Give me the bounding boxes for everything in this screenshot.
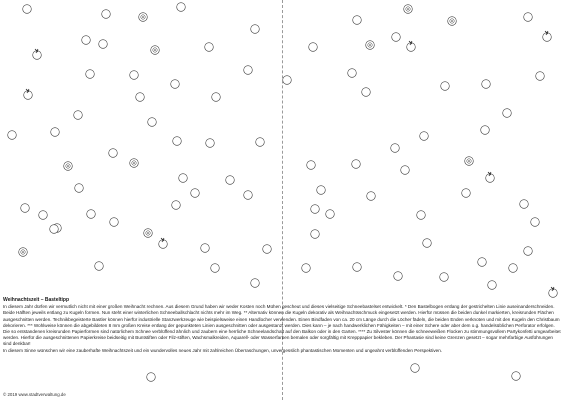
snowflake-circle [309, 43, 318, 52]
snowflake-circle [256, 138, 265, 147]
snowflake-circle [352, 160, 361, 169]
snowflake-circle [148, 118, 157, 127]
snowflake-circle [50, 225, 59, 234]
stem-circle [24, 89, 33, 99]
snowflake-circle [311, 205, 320, 214]
spiral-circle [19, 248, 28, 257]
snowflake-circle [311, 230, 320, 239]
snowflake-circle [99, 40, 108, 49]
snowflake-circle [524, 247, 533, 256]
stem-circle [407, 41, 416, 51]
spiral-circle [64, 162, 73, 171]
snowflake-circle [348, 69, 357, 78]
snowflake-circle [481, 126, 490, 135]
snowflake-circle [147, 373, 156, 382]
snowflake-circle [394, 272, 403, 281]
stem-circle [33, 49, 42, 59]
snowflake-circle [478, 258, 487, 267]
snowflake-circle [509, 264, 518, 273]
snowflake-circle [531, 218, 540, 227]
snowflake-circle [536, 72, 545, 81]
snowflake-circle [102, 10, 111, 19]
spiral-circle [448, 17, 457, 26]
instruction-text [3, 297, 561, 354]
snowflake-circle [130, 71, 139, 80]
snowflake-circle [353, 263, 362, 272]
snowflake-circle [362, 88, 371, 97]
snowflake-circle [211, 264, 220, 273]
snowflake-circle [367, 192, 376, 201]
copyright-note: © 2019 www.stadtverwaltung.de [3, 392, 66, 397]
snowflake-circle [177, 3, 186, 12]
snowflake-circle [251, 25, 260, 34]
closing-paragraph: In diesem Sinne wünschen wir eine zauberhafte Weihnachtszeit und ein wundervolles neues Jahr mit zahlreichen Überraschungen, unvergesslich phantastischen Momenten und ungeahnt verblüffenden Perspektiven. [3, 348, 443, 354]
snowflake-circle [520, 200, 529, 209]
snowflake-circle [307, 161, 316, 170]
snowflake-circle [326, 210, 335, 219]
snowflake-circle [512, 372, 521, 381]
spiral-circle [465, 157, 474, 166]
snowflake-circle [173, 137, 182, 146]
snowflake-circle [503, 109, 512, 118]
snowflake-circle [21, 204, 30, 213]
snowflake-circle [39, 211, 48, 220]
snowflake-circle [23, 5, 32, 14]
snowflake-circle [420, 132, 429, 141]
snowflake-circle [417, 211, 426, 220]
snowflake-circle [488, 281, 497, 290]
snowflake-circle [401, 166, 410, 175]
stem-circle [543, 31, 552, 41]
snowflake-circle [201, 244, 210, 253]
spiral-circle [404, 5, 413, 14]
snowflake-circle [212, 93, 221, 102]
snowflake-circle [75, 184, 84, 193]
snowflake-circle [462, 189, 471, 198]
snowflake-circle [226, 176, 235, 185]
snowflake-circle [391, 144, 400, 153]
snowflake-circle [110, 218, 119, 227]
snowflake-circle [423, 239, 432, 248]
snowflake-circle [205, 43, 214, 52]
snowflake-circle [441, 82, 450, 91]
snowflake-circle [524, 13, 533, 22]
snowflake-circle [51, 128, 60, 137]
spiral-circle [151, 46, 160, 55]
snowflake-circle [392, 33, 401, 42]
snowflake-circle [206, 139, 215, 148]
spiral-circle [144, 229, 153, 238]
snowflake-circle [283, 76, 292, 85]
stem-circle [486, 172, 495, 182]
snowflake-circle [353, 16, 362, 25]
snowflake-circle [244, 191, 253, 200]
snowflake-circle [191, 189, 200, 198]
snowflake-circle [171, 80, 180, 89]
stem-circle [159, 238, 168, 248]
snowflake-circle [95, 262, 104, 271]
snowflake-circle [317, 186, 326, 195]
snowflake-circle [136, 93, 145, 102]
snowflake-circle [8, 131, 17, 140]
snowflake-circle [74, 111, 83, 120]
spiral-circle [130, 159, 139, 168]
stem-circle [549, 287, 558, 297]
spiral-circle [139, 13, 148, 22]
snowflake-circle [302, 264, 311, 273]
snowflake-circle [86, 70, 95, 79]
snowflake-circle [172, 201, 181, 210]
snowflake-circle [82, 36, 91, 45]
snowflake-circle [109, 149, 118, 158]
snowflake-circle [179, 174, 188, 183]
instruction-paragraph: In diesem Jahr dürfen wir vermutlich nicht mit einer großen Weihnacht rechnen. Aus diesem Grund haben wir weder Kosten noch Mühen gescheut und dieses vielseitige Schneebastelset entwickelt. * Den Bastelbogen entlang der gestrichelten Linie auseinanderschneiden. Beide Hälften jeweils entlang zu Kugeln formen. Nun steht einer winterlichen Schneeballschlacht nichts mehr im Weg. ** Alternativ können die Kugeln dekorativ als Weihnachtsschmuck eingesetzt werden. Hierfür müssen die beiden dunkel markierten, kreisrunden Flächen ausgeschnitten werden. Technikbegeisterte Bastler können hierfür industrielle Stanzwerkzeuge wie beispielsweise einen Handlocher verwenden. Einen Bindfaden von ca. 20 cm Länge durch die Löcher fädeln, die beiden Enden verknoten und mit den Kugeln den Christbaum dekorieren. *** Wohlweise können die abgebildeten 8 mm großen Kreise entlang der gepunkteten Linien ausgeschnitten oder ausgestanzt werden. Dies kann – je nach handwerklichen Fähigkeiten – mit einer Schere oder aber dem o.g. handelsüblichen Perforator erfolgen. Die so entstandenen kreisrunden Papierformen sind natürlichem Schnee verblüffend ähnlich und zaubern eine herrliche Schneelandschaft auf den Balkon oder in den Garten. **** Zu Silvester können die schneeweißen Flocken zu stimmungsvollem Partykonfetti umgearbeitet werden. Hierfür die ausgeschnittenen Papierkreise beidseitig mit Buntstiften oder Filz-stiften, Wachsmalkreiden, Aquarell- oder Wasserfarben bemalen oder sorgfältig mit Krepppapier bekleben. Der Phantasie sind keine Grenzen gesetzt – sogar mehrfarbige Ausführungen sind denkbar! [3, 304, 561, 347]
snowflake-circle [87, 210, 96, 219]
spiral-circle [366, 41, 375, 50]
instruction-title: Weihnachtszeit – Basteltipp [3, 297, 70, 303]
snowflake-circle [440, 273, 449, 282]
snowflake-circle [482, 80, 491, 89]
snowflake-circle [411, 364, 420, 373]
snowflake-circle [251, 279, 260, 288]
snowflake-circle [263, 245, 272, 254]
snowflake-circle [244, 66, 253, 75]
